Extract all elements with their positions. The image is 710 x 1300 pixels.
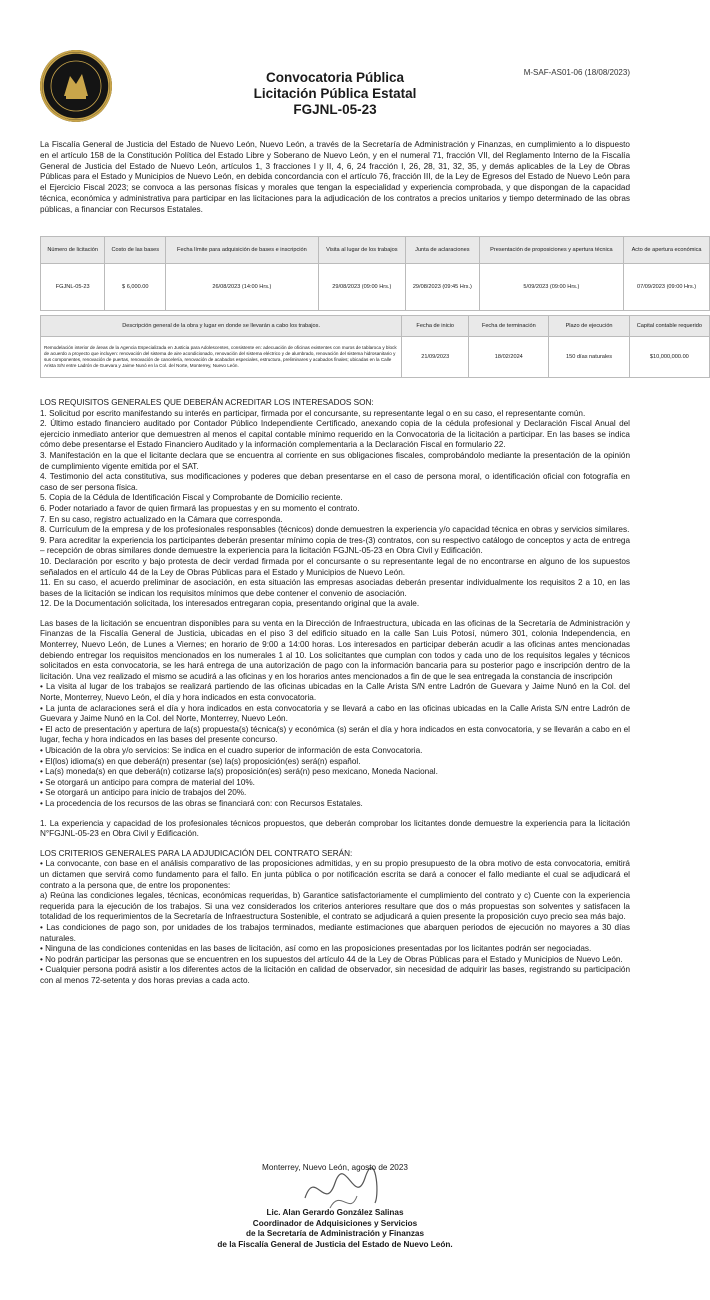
list-item: • La(s) moneda(s) en que deberá(n) cotizarse la(s) proposición(es) será(n) peso mexicano, Moneda Nacional.: [40, 767, 438, 777]
list-item: 9. Para acreditar la experiencia los participantes deberán presentar mínimo copia de tres-(3) contratos, con su respectivo catálogo de conceptos y acta de entrega – recepción de obras similares donde demuestre la experiencia para la licitación FGJNL-05-23 en Obra Civil y Edificación.: [40, 535, 630, 556]
table-cell: 07/09/2023 (09:00 Hrs.): [624, 264, 710, 311]
criterios-title: LOS CRITERIOS GENERALES PARA LA ADJUDICACIÓN DEL CONTRATO SERÁN:: [40, 848, 353, 858]
table-row: [41, 264, 710, 311]
table-header-cell: Acto de apertura económica: [624, 237, 710, 264]
list-item: 4. Testimonio del acta constitutiva, sus modificaciones y poderes que deban presentarse en el caso de persona moral, o identificación oficial con fotografía en caso de ser persona física.: [40, 472, 630, 492]
table-cell: 26/08/2023 (14:00 Hrs.): [166, 264, 318, 311]
licitacion-schedule-table: [40, 236, 710, 311]
table-header-cell: Visita al lugar de los trabajos: [318, 237, 405, 264]
table-header-row: [41, 316, 710, 337]
list-item: • La visita al lugar de los trabajos se realizará partiendo de las oficinas ubicadas en la Calle Arista S/N entre Ladrón de Guevara y Jaime Nunó en la Col. del Norte, Monterrey, Nuevo León, el día y hora indicados en esta convocatoria.: [40, 682, 630, 703]
signer-role: de la Fiscalía General de Justicia del Estado de Nuevo León.: [217, 1239, 453, 1249]
list-item: 6. Poder notariado a favor de quien firmará las propuestas y en su momento el contrato.: [40, 503, 360, 513]
place-date: Monterrey, Nuevo León, agosto de 2023: [262, 1163, 408, 1172]
table-cell: FGJNL-05-23: [41, 264, 105, 311]
title-convocatoria: Convocatoria Pública: [265, 70, 405, 85]
list-item: 5. Copia de la Cédula de Identificación Fiscal y Comprobante de Domicilio reciente.: [40, 493, 343, 503]
main-body: [40, 398, 630, 986]
table-header-cell: Capital contable requerido: [629, 316, 709, 337]
signer-role: Coordinador de Adquisiciones y Servicios: [252, 1218, 418, 1228]
table-header-cell: Fecha de inicio: [402, 316, 469, 337]
title-block: [0, 70, 670, 118]
table-cell: 5/09/2023 (09:00 Hrs.): [479, 264, 623, 311]
list-item: 3. Manifestación en la que el licitante declara que se encuentra al corriente en sus obligaciones fiscales, comprobándolo mediante la presentación de la opinión de cumplimiento vigente emitida por el SAT.: [40, 450, 630, 471]
table-row: [41, 337, 710, 378]
list-item: 10. Declaración por escrito y bajo protesta de decir verdad firmada por el concursante o su representante legal de no encontrarse en alguno de los supuestos señalados en el artículo 44 de la Ley de Obras Públicas para el Estado y Municipios de Nuevo León.: [40, 556, 630, 577]
list-item: 8. Currículum de la empresa y de los profesionales responsables (técnicos) donde demuestren la experiencia y/o capacidad técnica en obras y servicios similares.: [40, 525, 630, 535]
table-header-cell: Fecha límite para adquisición de bases e inscripción: [166, 237, 318, 264]
list-item: • El acto de presentación y apertura de la(s) propuesta(s) técnica(s) y económica (s) serán el día y hora indicados en esta convocatoria, y se llevarán a cabo en el lugar, fecha y hora indicados en las bases del presente concurso.: [40, 724, 630, 745]
table-header-cell: Presentación de proposiciones y apertura técnica: [479, 237, 623, 264]
list-item: • La convocante, con base en el análisis comparativo de las proposiciones admitidas, y en su propio presupuesto de la obra motivo de esta convocatoria, emitirá un dictamen que servirá como fundamento para el fallo. En junta pública o por notificación escrita se dará a conocer el fallo mediante el cual se adjudicará el contrato a la persona que, de entre los proponentes:: [40, 859, 630, 890]
intro-paragraph: La Fiscalía General de Justicia del Estado de Nuevo León, Nuevo León, a través de la Secretaría de Administración y Finanzas, en cumplimiento a lo dispuesto en el artículo 158 de la Constitución Política del Estado Libre y Soberano de Nuevo León, y en el numeral 71, fracción VII, del Reglamento Interno de la Fiscalía General de Justicia del Estado de Nuevo León, artículos 1, 3 fracciones I y II, 4, 6, 24 fracción I, 26, 28, 31, 32, 35, y demás aplicables de la Ley de Obras Públicas para el Estado y Municipios de Nuevo León, en debida concordancia con el artículo 76, fracción III, de la Ley de Egresos del Estado de Nuevo León para el Ejercicio Fiscal 2023; se convoca a las personas físicas y morales que tengan la especialidad y experiencia comprobada, y que dispongan de la capacidad técnica, económica y administrativa para participar en las licitaciones para la adjudicación de los contratos a precios unitarios y tiempo determinado de las obras públicas, a financiar con Recursos Estatales.: [40, 140, 630, 214]
document-id: M-SAF-AS01-06 (18/08/2023): [523, 68, 630, 77]
list-item: • Se otorgará un anticipo para inicio de trabajos del 20%.: [40, 788, 247, 798]
table-cell: 18/02/2024: [469, 337, 549, 378]
table-header-cell: Junta de aclaraciones: [406, 237, 480, 264]
table-cell: $ 6,000.00: [105, 264, 166, 311]
table-header-cell: Plazo de ejecución: [549, 316, 629, 337]
list-item: • Cualquier persona podrá asistir a los diferentes actos de la licitación en calidad de observador, sin necesidad de adquirir las bases, registrando su participación con al menos 72-setenta y dos horas previas a cada acto.: [40, 965, 630, 985]
title-licitacion: Licitación Pública Estatal: [253, 86, 417, 101]
table-cell: $10,000,000.00: [629, 337, 709, 378]
list-item: • Ubicación de la obra y/o servicios: Se indica en el cuadro superior de información de esta Convocatoria.: [40, 746, 423, 755]
table-header-cell: Fecha de terminación: [469, 316, 549, 337]
list-item: 12. De la Documentación solicitada, los interesados entregaran copia, presentando original que la avale.: [40, 599, 420, 609]
table-cell: Remodelación interior de áreas de la Agencia Especializada en Justicia para Adolescentes, consistente en: adecuación de oficinas existentes con muros de tablaroca y block de acuerdo a proyecto que incluyen: renovación del sistema de aire acondicionado, renovación del sistema eléctrico y de alumbrado, renovación del sistema hidrosanitario y sus componentes, renovación de puertas, renovación de cancelería, renovación de acabados especiales, estructura, preliminares y acabados finales; ubicadas en la Calle Arista S/N entre Ladrón de Guevara y Jaime Nunó en la Col. del Norte, Monterrey, Nuevo León.: [41, 337, 402, 378]
signer-role: de la Secretaría de Administración y Finanzas: [245, 1229, 425, 1238]
bases-paragraph: Las bases de la licitación se encuentran disponibles para su venta en la Dirección de Infraestructura, ubicada en las oficinas de la Secretaría de Administración y Finanzas de la Fiscalía General de Justicia, ubicadas en el piso 3 del edificio situado en la calle San Luis Potosí, número 301, colonia Independencia, en Monterrey, Nuevo León, de Lunes a Viernes; en horario de 9:00 a 14:00 horas. Los interesados en participar deberán acudir a las oficinas antes mencionadas debiendo entregar los requisitos mencionados en los numerales 1 al 10. Los solicitantes que cumplan con todos y cada uno de los requisitos legales y técnicos solicitados en esta convocatoria, se les hará entrega de una autorización de pago con la información bancaria para su posterior pago e inscripción dentro de la licitación. Una vez realizado el mismo se acudirá a las oficinas y en los horarios antes mencionados a fin de que le sea entregada la constancia de inscripción: [40, 618, 630, 681]
table-header-cell: Costo de las bases: [105, 237, 166, 264]
obra-description-table: [40, 315, 710, 378]
list-item: a) Reúna las condiciones legales, técnicas, económicas requeridas, b) Garantice satisfactoriamente el cumplimiento del contrato y c) Cuente con la experiencia requerida para la ejecución de los trabajos. Si una vez considerados los criterios anteriores resultare que dos o más propuestas son solventes y satisfacen la totalidad de los requerimientos de la Secretaría de Infraestructura Sostenible, el contrato se adjudicará a quien presente la proposición cuyo precio sea más bajo.: [40, 891, 630, 922]
signer-name: Lic. Alan Gerardo González Salinas: [266, 1208, 404, 1217]
list-item: • La procedencia de los recursos de las obras se financiará con: con Recursos Estatales.: [40, 798, 363, 808]
list-item: 1. Solicitud por escrito manifestando su interés en participar, firmada por el concursante, su representante legal o en su caso, el representante común.: [40, 408, 586, 418]
list-item: • La junta de aclaraciones será el día y hora indicados en esta convocatoria y se llevará a cabo en las oficinas ubicadas en la Calle Arista S/N entre Ladrón de Guevara y Jaime Nunó en la Col. del Norte, Monterrey, Nuevo León.: [40, 703, 630, 724]
list-item: • El(los) idioma(s) en que deberá(n) presentar (se) la(s) proposición(es) será(n) español.: [40, 756, 361, 766]
table-cell: 150 días naturales: [549, 337, 629, 378]
list-item: 11. En su caso, el acuerdo preliminar de asociación, en esta situación las empresas asociadas deberán presentar individualmente los requisitos 2 a 10, en las bases de la licitación se indican los requisitos mínimos que debe contener el convenio de asociación.: [40, 578, 630, 598]
requisitos-title: LOS REQUISITOS GENERALES QUE DEBERÁN ACREDITAR LOS INTERESADOS SON:: [40, 398, 374, 407]
table-cell: 21/09/2023: [402, 337, 469, 378]
signature-block: [0, 1208, 670, 1250]
list-item: 2. Último estado financiero auditado por Contador Público Independiente Certificado, anexando copia de la cédula profesional y Declaración Fiscal Anual del ejercicio inmediato anterior que demuestren al menos el capital contable mínimo requerido en la Convocatoria de la licitación a participar. En las bases se indica cómo debe presentarse el Estado Financiero Auditado y la información complementaria a la Declaración Fiscal en formulario 22.: [40, 419, 630, 450]
list-item: • Se otorgará un anticipo para compra de material del 10%.: [40, 777, 255, 787]
list-item: • Las condiciones de pago son, por unidades de los trabajos terminados, mediante estimaciones que abarquen periodos de ejecución no mayores a 30 días naturales.: [40, 922, 630, 943]
list-item: 7. En su caso, registro actualizado en la Cámara que corresponda.: [40, 514, 283, 524]
list-item: • Ninguna de las condiciones contenidas en las bases de licitación, así como en las proposiciones presentadas por los licitantes podrán ser negociadas.: [40, 944, 592, 954]
table-cell: 29/08/2023 (09:00 Hrs.): [318, 264, 405, 311]
list-item: • No podrán participar las personas que se encuentren en los supuestos del artículo 44 de la Ley de Obras Públicas para el Estado y Municipios de Nuevo León.: [40, 954, 623, 964]
table-cell: 29/08/2023 (09:45 Hrs.): [406, 264, 480, 311]
table-header-cell: Descripción general de la obra y lugar en donde se llevarán a cabo los trabajos.: [41, 316, 402, 337]
table-header-row: [41, 237, 710, 264]
experiencia-paragraph: 1. La experiencia y capacidad de los profesionales técnicos propuestos, que deberán comprobar los licitantes donde demuestre la experiencia para la licitación N°FGJNL-05-23 en Obra Civil y Edificación.: [40, 818, 630, 839]
title-folio: FGJNL-05-23: [293, 102, 377, 117]
table-header-cell: Número de licitación: [41, 237, 105, 264]
